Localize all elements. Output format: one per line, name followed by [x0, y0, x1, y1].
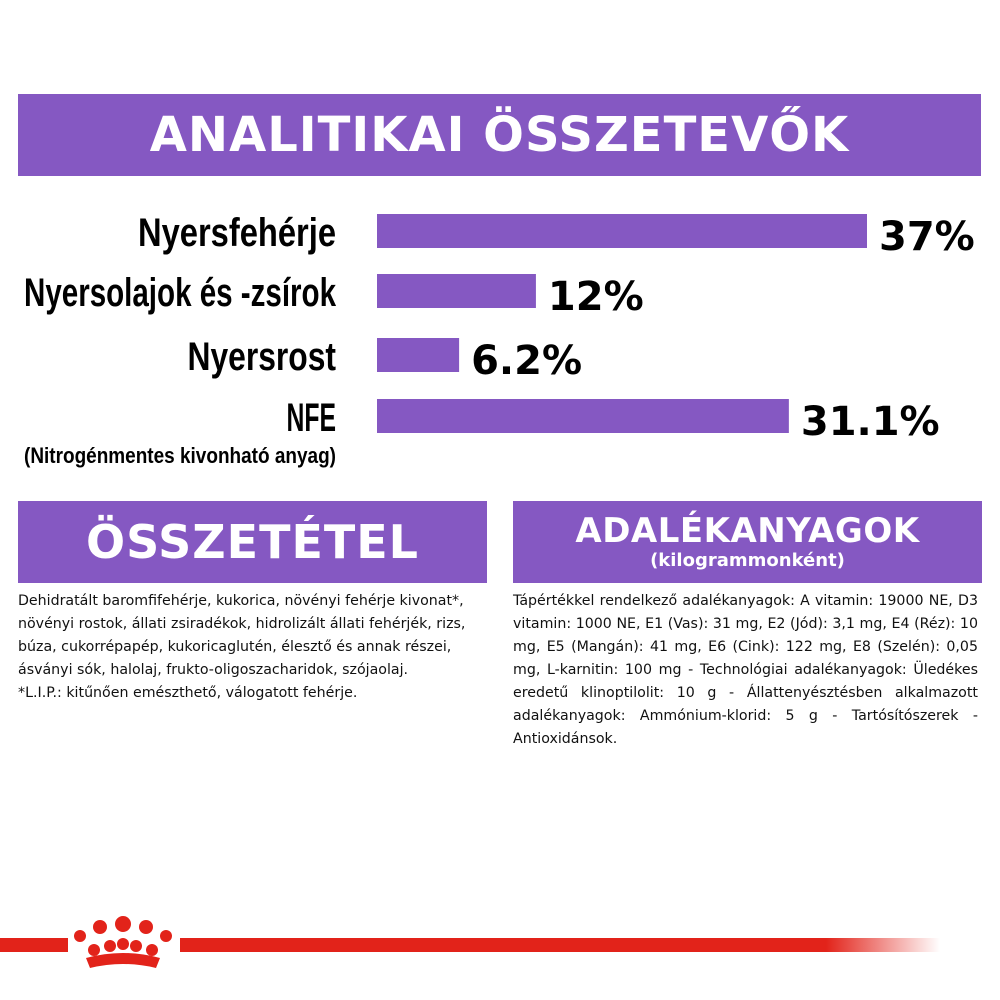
bar: [377, 274, 536, 308]
value-label: 31.1%: [800, 399, 940, 445]
bar: [377, 214, 867, 248]
category-label: Nyersolajok és -zsírok: [24, 271, 337, 315]
value-label: 12%: [547, 274, 644, 320]
royal-canin-crown-icon: [74, 916, 172, 968]
additives-text-block: [513, 590, 978, 751]
value-label: 37%: [879, 214, 975, 260]
category-label: NFE: [286, 396, 336, 440]
footer-brand-bar: [0, 910, 1000, 980]
footer-right-stripe: [180, 938, 940, 952]
page-title: ANALITIKAI ÖSSZETEVŐK: [149, 107, 850, 163]
bar: [377, 338, 459, 372]
additives-subheading: (kilogrammonként): [650, 550, 845, 571]
composition-heading: ÖSSZETÉTEL: [86, 515, 419, 569]
composition-text-block: [18, 590, 483, 705]
bar: [377, 399, 789, 433]
title-banner: [18, 94, 981, 176]
category-label: Nyersfehérje: [138, 211, 336, 255]
analytical-bar-chart: [0, 195, 1000, 485]
category-label: Nyersrost: [187, 335, 336, 379]
composition-text: Dehidratált baromfifehérje, kukorica, növényi fehérje kivonat*, növényi rostok, állati zsiradékok, hidrolizált állati fehérjék, rizs, búza, cukorrépapép, kukoricaglutén, élesztő és annak részei, ásványi sók, halolaj, frukto-oligoszacharidok, szójaolaj.: [18, 593, 466, 678]
additives-heading: ADALÉKANYAGOK: [575, 511, 920, 551]
footer-left-stripe: [0, 938, 68, 952]
additives-banner: [513, 501, 982, 583]
composition-banner: [18, 501, 487, 583]
additives-text: Tápértékkel rendelkező adalékanyagok: A vitamin: 19000 NE, D3 vitamin: 1000 NE, E1 (Vas): 31 mg, E2 (Jód): 3,1 mg, E4 (Réz): 10 mg, E5 (Mangán): 41 mg, E6 (Cink): 122 mg, E8 (Szelén): 0,05 mg, L-karnitin: 100 mg - Technológiai adalékanyagok: Üledékes eredetű klinoptilolit: 10 g - Állattenyésztésben alkalmazott adalékanyagok: Ammónium-klorid: 5 g - Tartósítószerek - Antioxidánsok.: [513, 593, 978, 747]
category-sublabel: (Nitrogénmentes kivonható anyag): [24, 443, 336, 468]
composition-footnote: *L.I.P.: kitűnően emészthető, válogatott fehérje.: [18, 685, 358, 701]
value-label: 6.2%: [471, 338, 583, 384]
